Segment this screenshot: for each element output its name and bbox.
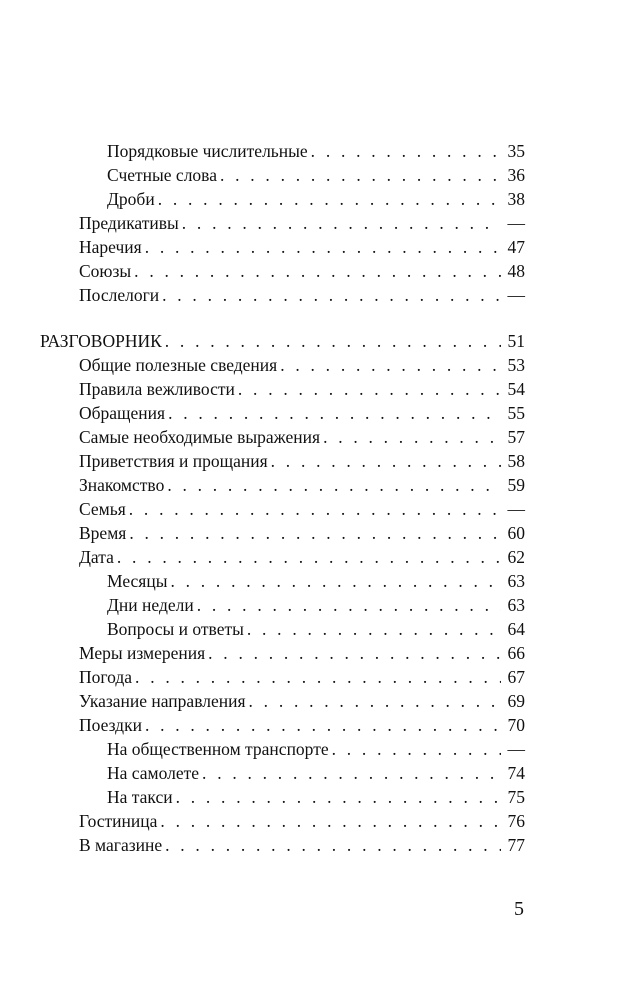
toc-entry-page: 62 xyxy=(507,547,525,567)
dot-leader xyxy=(247,618,501,640)
toc-entry xyxy=(79,450,525,472)
toc-entry-page: 36 xyxy=(507,165,525,185)
toc-entry-title: Приветствия и прощания xyxy=(79,451,268,471)
dot-leader xyxy=(129,522,501,544)
toc-entry-page: 63 xyxy=(507,595,525,615)
toc-entry xyxy=(79,810,525,832)
toc-entry-title: Знакомство xyxy=(79,475,165,495)
dot-leader xyxy=(176,786,501,808)
toc-entry xyxy=(107,762,525,784)
toc-entry-title: Дни недели xyxy=(107,595,194,615)
dot-leader xyxy=(249,690,501,712)
dot-leader xyxy=(135,666,501,688)
page-number: 5 xyxy=(514,898,524,920)
toc-entry-title: Самые необходимые выражения xyxy=(79,427,321,447)
toc-entry-page: 64 xyxy=(507,619,525,639)
toc-entry-page: — xyxy=(507,213,525,233)
toc-entry-title: Общие полезные сведения xyxy=(79,355,278,375)
toc-entry-page: 63 xyxy=(507,571,525,591)
toc-entry xyxy=(79,690,525,712)
toc-entry xyxy=(107,594,525,616)
toc-entry xyxy=(107,618,525,640)
toc-entry-page: — xyxy=(507,499,525,519)
toc-entry xyxy=(107,140,525,162)
toc-entry-page: 60 xyxy=(507,523,525,543)
toc-entry xyxy=(79,546,525,568)
toc-entry xyxy=(79,378,525,400)
toc-entry-title: Счетные слова xyxy=(107,165,217,185)
toc-entry xyxy=(79,834,525,856)
toc-entry-title: РАЗГОВОРНИК xyxy=(40,331,162,351)
toc-entry-page: 66 xyxy=(507,643,525,663)
toc-entry-page: 48 xyxy=(507,261,525,281)
toc-entry-title: Указание направления xyxy=(79,691,246,711)
dot-leader xyxy=(165,834,501,856)
dot-leader xyxy=(202,762,501,784)
dot-leader xyxy=(182,212,501,234)
toc-entry-page: 55 xyxy=(507,403,525,423)
dot-leader xyxy=(117,546,501,568)
dot-leader xyxy=(160,810,501,832)
dot-leader xyxy=(280,354,501,376)
dot-leader xyxy=(208,642,501,664)
toc-entry xyxy=(79,474,525,496)
toc-entry-page: 76 xyxy=(507,811,525,831)
toc-entry-page: 47 xyxy=(507,237,525,257)
dot-leader xyxy=(332,738,501,760)
toc-entry-page: 51 xyxy=(507,331,525,351)
dot-leader xyxy=(311,140,501,162)
toc-entry xyxy=(79,426,525,448)
toc-entry xyxy=(79,354,525,376)
dot-leader xyxy=(170,570,501,592)
toc-entry xyxy=(79,522,525,544)
toc-entry-title: Семья xyxy=(79,499,126,519)
toc-entry-page: 35 xyxy=(507,141,525,161)
toc-entry-page: 77 xyxy=(507,835,525,855)
toc-entry xyxy=(79,284,525,306)
dot-leader xyxy=(238,378,501,400)
toc-entry xyxy=(107,738,525,760)
toc-entry-title: На общественном транспорте xyxy=(107,739,329,759)
toc-entry-title: Наречия xyxy=(79,237,142,257)
dot-leader xyxy=(165,330,501,352)
dot-leader xyxy=(145,236,501,258)
dot-leader xyxy=(167,474,501,496)
toc-entry-title: Месяцы xyxy=(107,571,168,591)
toc-entry-page: 75 xyxy=(507,787,525,807)
toc-section-heading xyxy=(40,330,525,352)
toc-entry-title: Время xyxy=(79,523,127,543)
toc-entry-title: На такси xyxy=(107,787,173,807)
toc-entry-title: Союзы xyxy=(79,261,132,281)
toc-entry-page: 59 xyxy=(507,475,525,495)
toc-entry xyxy=(107,570,525,592)
toc-entry-title: Погода xyxy=(79,667,133,687)
dot-leader xyxy=(129,498,501,520)
dot-leader xyxy=(162,284,501,306)
toc-entry-title: Поездки xyxy=(79,715,142,735)
toc-entry-page: 54 xyxy=(507,379,525,399)
toc-entry xyxy=(79,642,525,664)
toc-entry-page: — xyxy=(507,285,525,305)
toc-entry-page: 58 xyxy=(507,451,525,471)
toc-entry-page: 74 xyxy=(507,763,525,783)
toc-entry-title: Гостиница xyxy=(79,811,158,831)
toc-entry-title: Послелоги xyxy=(79,285,160,305)
toc-entry-title: Вопросы и ответы xyxy=(107,619,244,639)
toc-entry xyxy=(79,498,525,520)
dot-leader xyxy=(168,402,501,424)
toc-entry xyxy=(79,260,525,282)
toc-entry xyxy=(79,402,525,424)
toc-entry-title: Дата xyxy=(79,547,114,567)
toc-entry xyxy=(79,666,525,688)
dot-leader xyxy=(220,164,501,186)
toc-entry xyxy=(107,786,525,808)
toc-entry-title: Меры измерения xyxy=(79,643,206,663)
toc-entry-title: Порядковые числительные xyxy=(107,141,308,161)
dot-leader xyxy=(197,594,501,616)
toc-entry-page: 38 xyxy=(507,189,525,209)
dot-leader xyxy=(145,714,501,736)
toc-entry-title: На самолете xyxy=(107,763,200,783)
dot-leader xyxy=(158,188,501,210)
toc-entry xyxy=(107,164,525,186)
dot-leader xyxy=(134,260,501,282)
dot-leader xyxy=(323,426,501,448)
toc-entry-title: Правила вежливости xyxy=(79,379,235,399)
toc-entry-page: 70 xyxy=(507,715,525,735)
toc-entry xyxy=(79,212,525,234)
toc-entry-page: 67 xyxy=(507,667,525,687)
toc-entry xyxy=(79,714,525,736)
toc-entry-page: — xyxy=(507,739,525,759)
toc-entry-page: 57 xyxy=(507,427,525,447)
toc-entry-title: В магазине xyxy=(79,835,163,855)
toc-entry-page: 53 xyxy=(507,355,525,375)
toc-entry xyxy=(107,188,525,210)
toc-entry-title: Дроби xyxy=(107,189,155,209)
toc-entry-title: Предикативы xyxy=(79,213,179,233)
toc-entry-title: Обращения xyxy=(79,403,166,423)
toc-entry-page: 69 xyxy=(507,691,525,711)
dot-leader xyxy=(271,450,501,472)
toc-entry xyxy=(79,236,525,258)
